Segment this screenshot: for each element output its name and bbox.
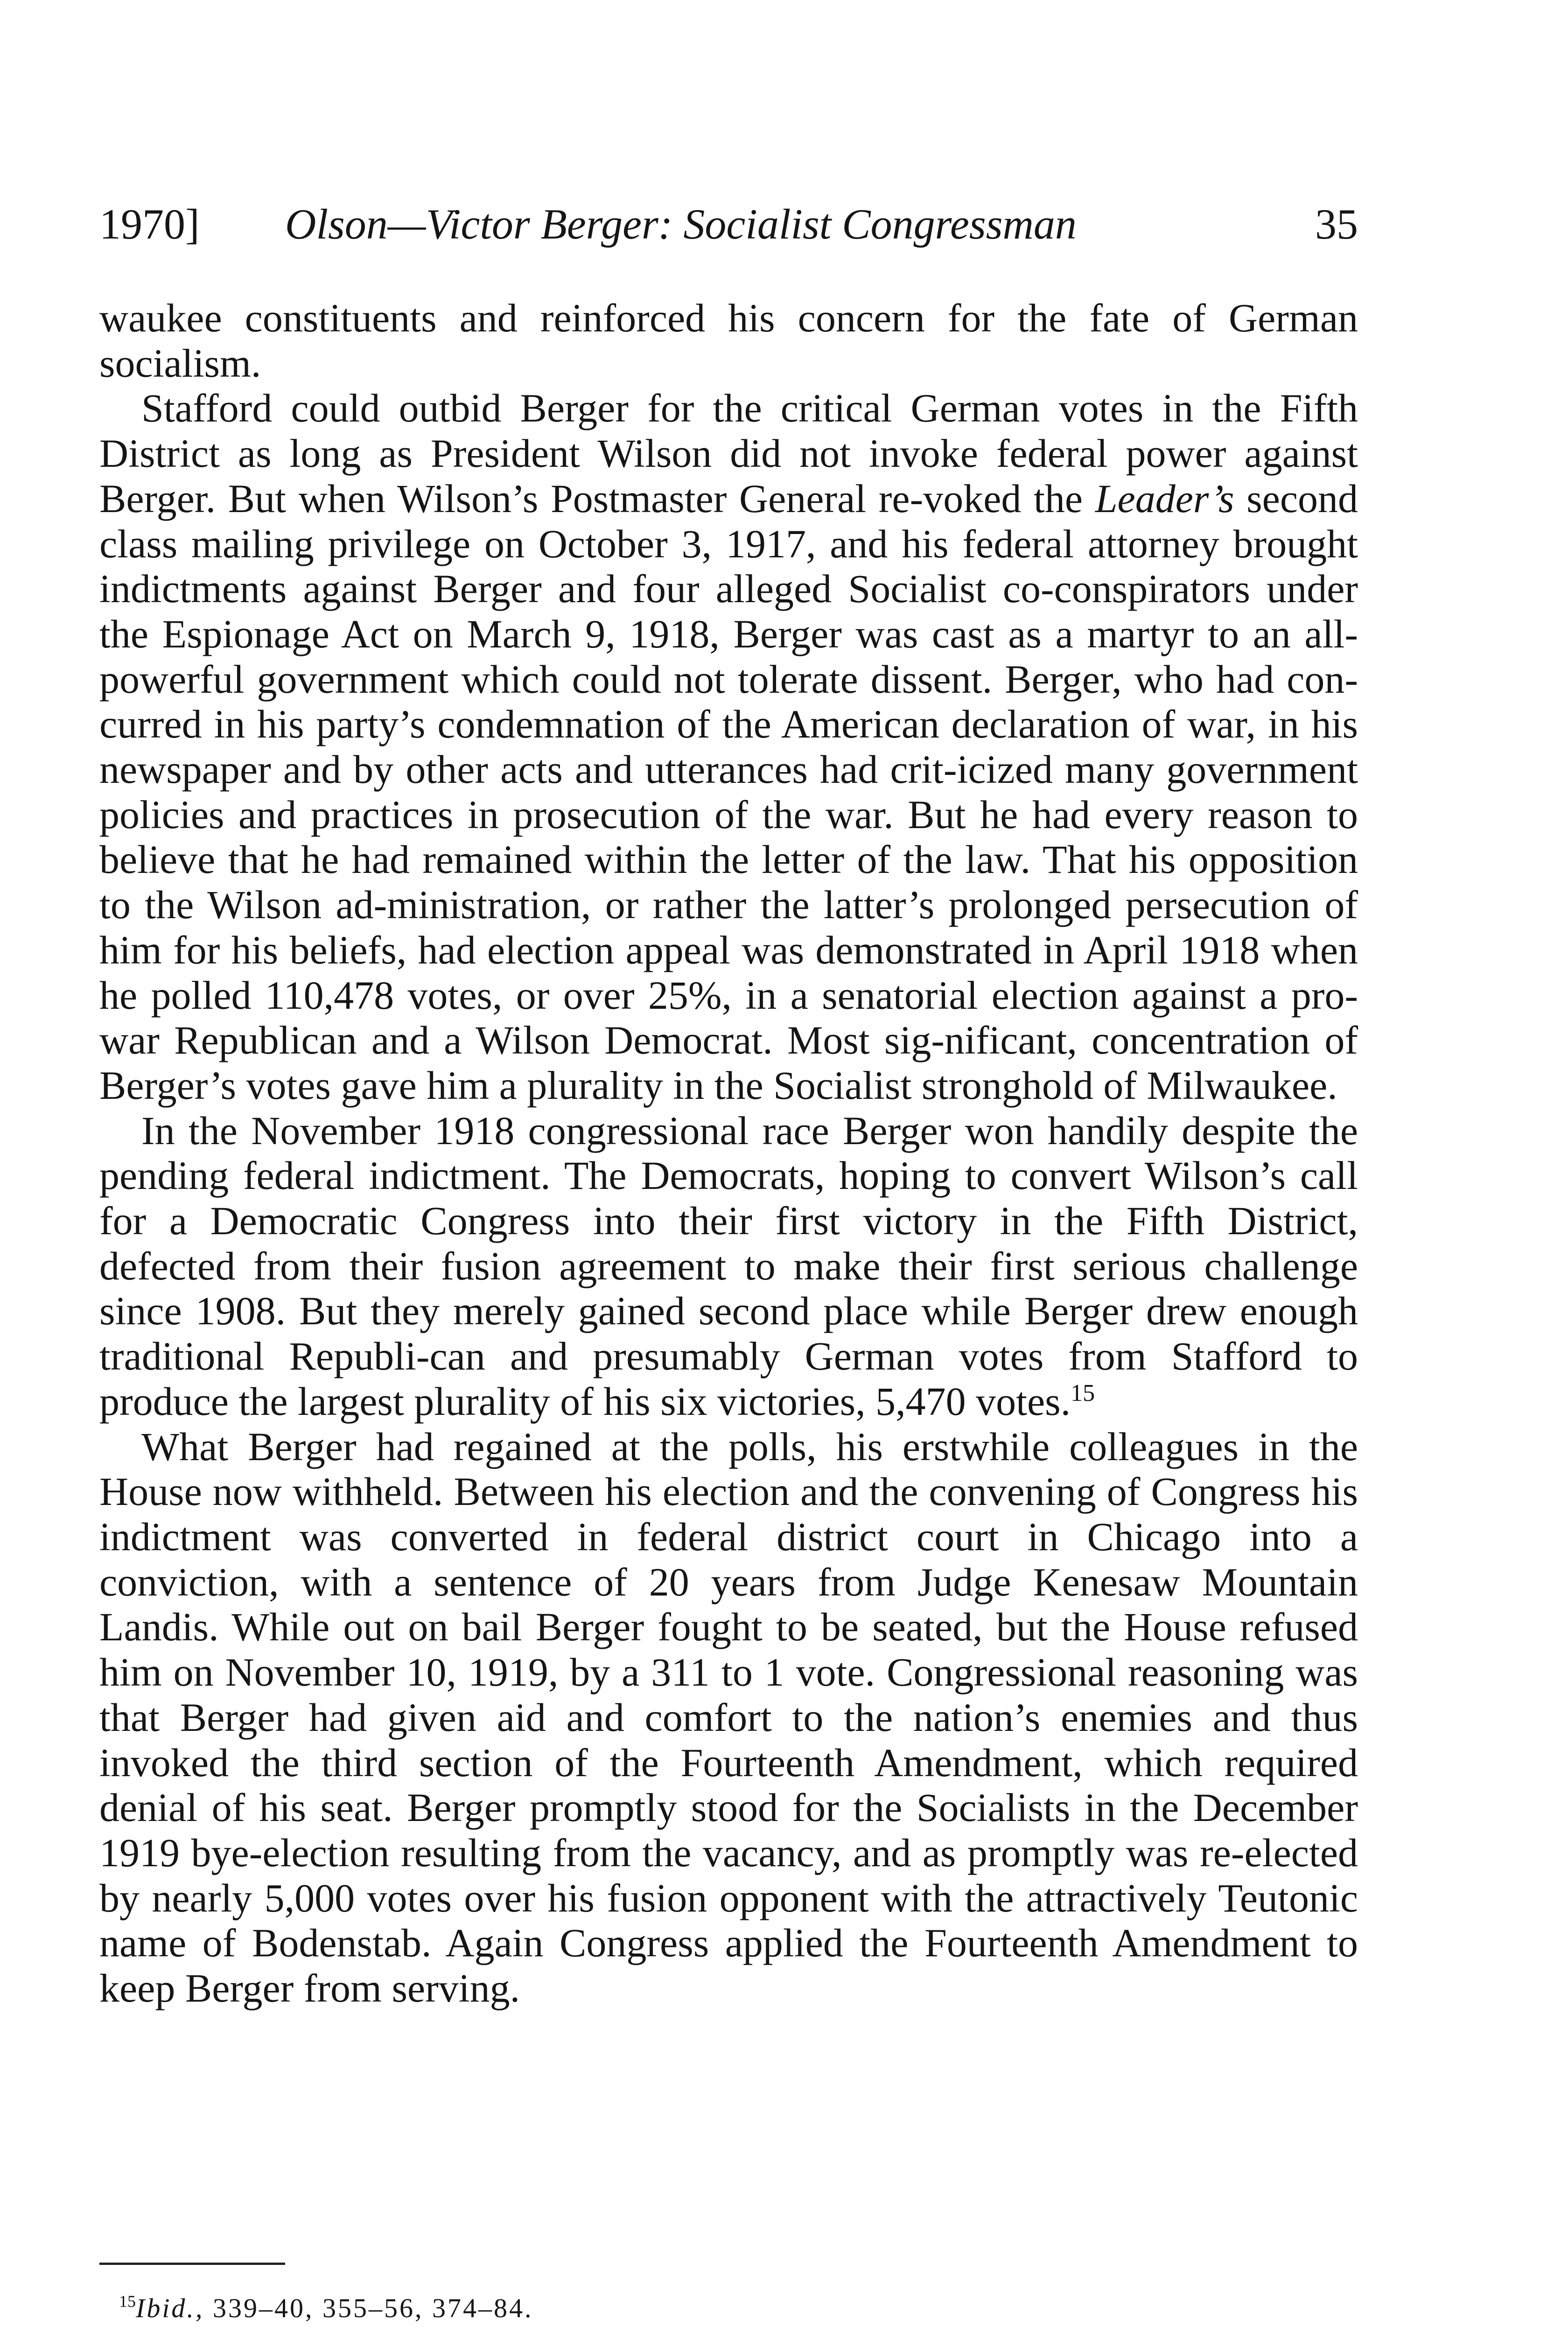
text-line: for his beliefs, had election appeal was demonstrated in April 1918 (173, 927, 1260, 972)
text-line: Socialist stronghold of Milwaukee. (773, 1062, 1337, 1108)
text-line: attractively Teutonic name of Bodenstab. Again Congress applied (99, 1875, 1358, 1966)
text-line: Kenesaw Mountain Landis. While out on bail Berger fought to be (99, 1559, 1358, 1650)
footnote-divider (99, 2263, 285, 2265)
paragraph-1 (99, 295, 1358, 386)
footnote-pages: 339–40, 355–56, 374–84. (204, 2293, 533, 2323)
paragraph-2 (99, 386, 1358, 1108)
header-year: 1970] (99, 200, 200, 248)
text-line: in the House now withheld. Between his election and the convening (99, 1424, 1358, 1514)
footnote (119, 2290, 533, 2327)
footnote-reference[interactable]: 15 (1071, 1379, 1095, 1406)
text-line: convert Wilson’s call for a Democratic Congress into their first (99, 1153, 1358, 1244)
text-line: 1917, and his federal attorney brought indictments against Berger (99, 521, 1358, 612)
article-body (99, 295, 1358, 2011)
text-line: seated, but the House refused him on November 10, 1919, by a 311 (99, 1604, 1358, 1695)
text-line: and four alleged Socialist co-conspirators under the Espionage Act (99, 566, 1358, 656)
text-line: section of the Fourteenth Amendment, which required denial of his (99, 1740, 1358, 1830)
text-line: ministration, or rather the latter’s prolonged persecution of him (99, 882, 1358, 972)
running-header (99, 196, 1358, 252)
footnote-number: 15 (119, 2292, 136, 2311)
text-line: largest plurality of his six victories, 5,470 votes. (298, 1378, 1071, 1424)
text-line: gained second place while Berger drew enough traditional Republi- (99, 1288, 1358, 1379)
text-line: to make their first serious challenge since 1908. But they merely (99, 1243, 1358, 1334)
text-line: In the November 1918 congressional race Berger won handily (141, 1108, 1168, 1153)
paragraph-3 (99, 1108, 1358, 1424)
text-line: the Fourteenth Amendment to keep Berger from serving. (99, 1920, 1358, 2011)
text-line: of Congress his indictment was converted in federal district court (99, 1469, 1358, 1559)
text-line: waukee constituents and reinforced his concern for the fate of (99, 295, 1206, 340)
paragraph-4 (99, 1424, 1358, 2011)
text-line: bye-election resulting from the vacancy, and as promptly was re- (191, 1830, 1245, 1875)
text-line: to 1 vote. Congressional reasoning was that Berger had given aid (99, 1650, 1358, 1740)
text-line: elected by nearly 5,000 votes over his fusion opponent with the (99, 1830, 1358, 1920)
text-line: icized many government policies and practices in prosecution of (99, 747, 1358, 837)
page-number: 35 (1315, 200, 1358, 248)
text-line: nificant, concentration of Berger’s votes gave him a plurality in the (99, 1018, 1358, 1108)
text-line: within the letter of the law. That his opposition to the Wilson ad- (99, 837, 1358, 928)
text-line: seat. Berger promptly stood for the Socialists in the December 1919 (99, 1785, 1358, 1875)
text-line: against a pro-war Republican and a Wilson Democrat. Most sig- (99, 972, 1358, 1063)
text-line: Stafford could outbid Berger for the critical German votes in the (141, 386, 1261, 431)
text-line: German socialism. (99, 295, 1358, 386)
text-line: What Berger had regained at the polls, his erstwhile colleagues (141, 1424, 1239, 1469)
text-line: curred in his party’s condemnation of the American declaration of (99, 702, 1176, 747)
text-line: second class mailing privilege on October 3, (99, 476, 1358, 566)
running-title: Olson—Victor Berger: Socialist Congressman (285, 200, 1077, 248)
text-line: when he polled 110,478 votes, or over 25%, in a senatorial election (99, 927, 1358, 1018)
text-line: war, in his newspaper and by other acts and utterances had crit- (99, 702, 1358, 792)
text-line: the war. But he had every reason to believe that he had remained (99, 792, 1358, 882)
text-line: and comfort to the nation’s enemies and thus invoked the third (99, 1694, 1358, 1785)
text-line: on March 9, 1918, Berger was cast as a martyr to an all-powerful (99, 611, 1358, 702)
text-line: voked the (923, 476, 1095, 521)
newspaper-title: Leader’s (1095, 476, 1234, 521)
text-line: Fifth District as long as President Wilson did not invoke federal (99, 386, 1358, 476)
text-line: victory in the Fifth District, defected from their fusion agreement (99, 1198, 1358, 1288)
text-line: in Chicago into a conviction, with a sentence of 20 years from Judge (99, 1514, 1358, 1604)
text-line: can and presumably German votes from Stafford to produce the (99, 1334, 1358, 1424)
text-line: despite the pending federal indictment. The Democrats, hoping to (99, 1108, 1358, 1198)
text-line: government which could not tolerate dissent. Berger, who had con- (257, 656, 1358, 702)
footnote-source: Ibid., (136, 2293, 204, 2323)
text-line: power against Berger. But when Wilson’s Postmaster General re- (99, 431, 1358, 521)
